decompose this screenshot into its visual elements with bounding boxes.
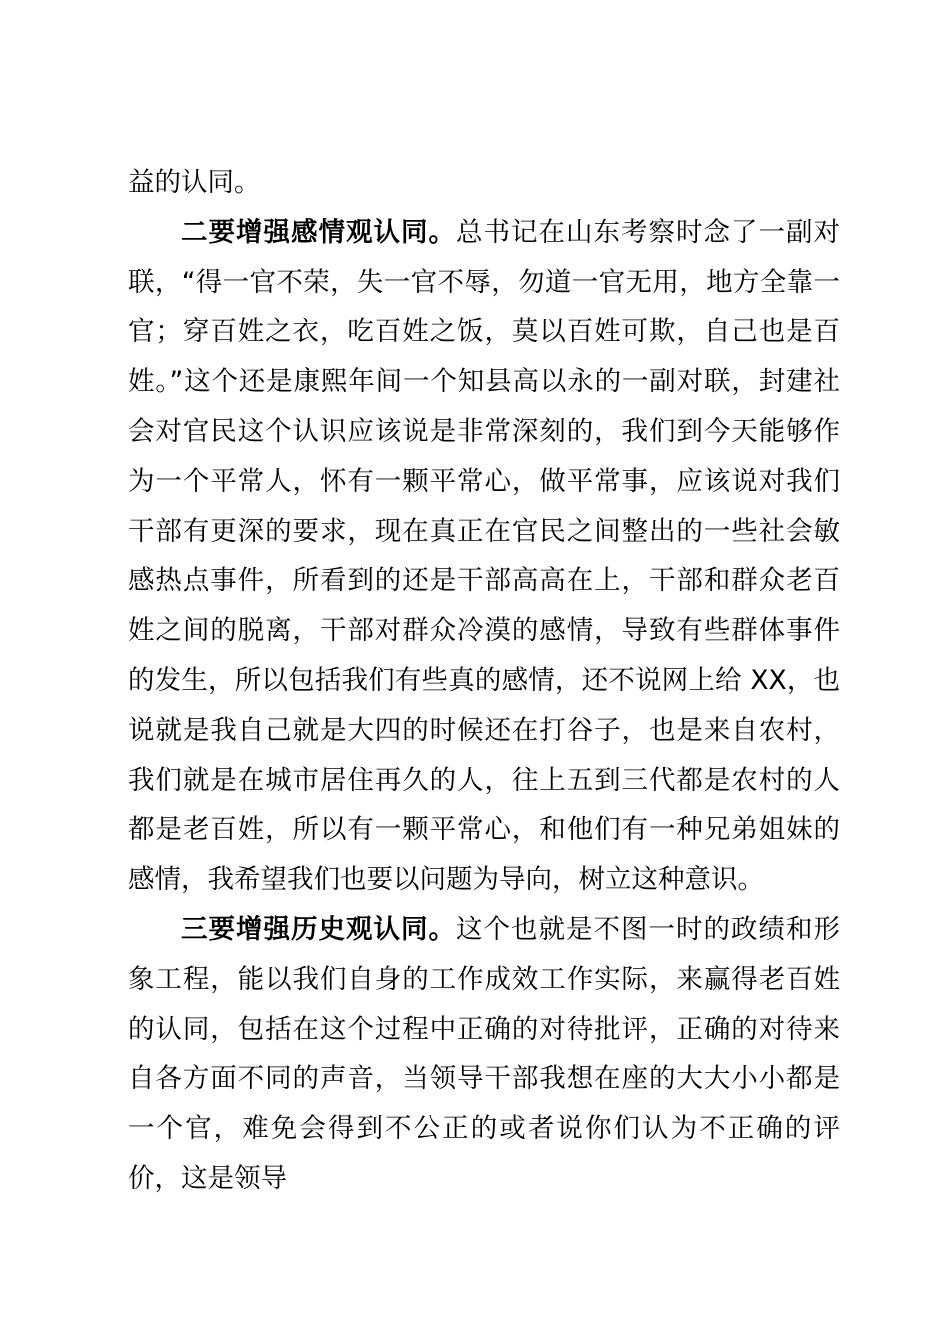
section-heading-historical-identity: 三要增强历史观认同。	[181, 913, 456, 945]
document-body	[128, 158, 840, 1204]
paragraph-body-text: 总书记在山东考察时念了一副对联，“得一官不荣，失一官不辱，勿道一官无用，地方全靠一官；穿百姓之衣，吃百姓之饭，莫以百姓可欺，自己也是百姓。”这个还是康熙年间一个知县高以永的一副对联，封建社会对官民这个认识应该说是非常深刻的，我们到今天能够作为一个平常人，怀有一颗平常心，做平常事，应该说对我们干部有更深的要求，现在真正在官民之间整出的一些社会敏感热点事件，所看到的还是干部高高在上，干部和群众老百姓之间的脱离，干部对群众冷漠的感情，导致有些群体事件的发生，所以包括我们有些真的感情，还不说网上给 XX，也说就是我自己就是大四的时候还在打谷子，也是来自农村，我们就是在城市居住再久的人，往上五到三代都是农村的人都是老百姓，所以有一颗平常心，和他们有一种兄弟姐妹的感情，我希望我们也要以问题为导向，树立这种意识。	[128, 216, 840, 896]
paragraph-historical-identity	[128, 905, 840, 1204]
paragraph-continuation: 益的认同。	[128, 167, 261, 198]
section-heading-emotional-identity: 二要增强感情观认同。	[181, 216, 456, 248]
paragraph-emotional-identity	[128, 208, 840, 905]
paragraph-body-text: 这个也就是不图一时的政绩和形象工程，能以我们自身的工作成效工作实际，来赢得老百姓的认同，包括在这个过程中正确的对待批评，正确的对待来自各方面不同的声音，当领导干部我想在座的大大小小都是一个官，难免会得到不公正的或者说你们认为不正确的评价，这是领导	[128, 913, 840, 1194]
